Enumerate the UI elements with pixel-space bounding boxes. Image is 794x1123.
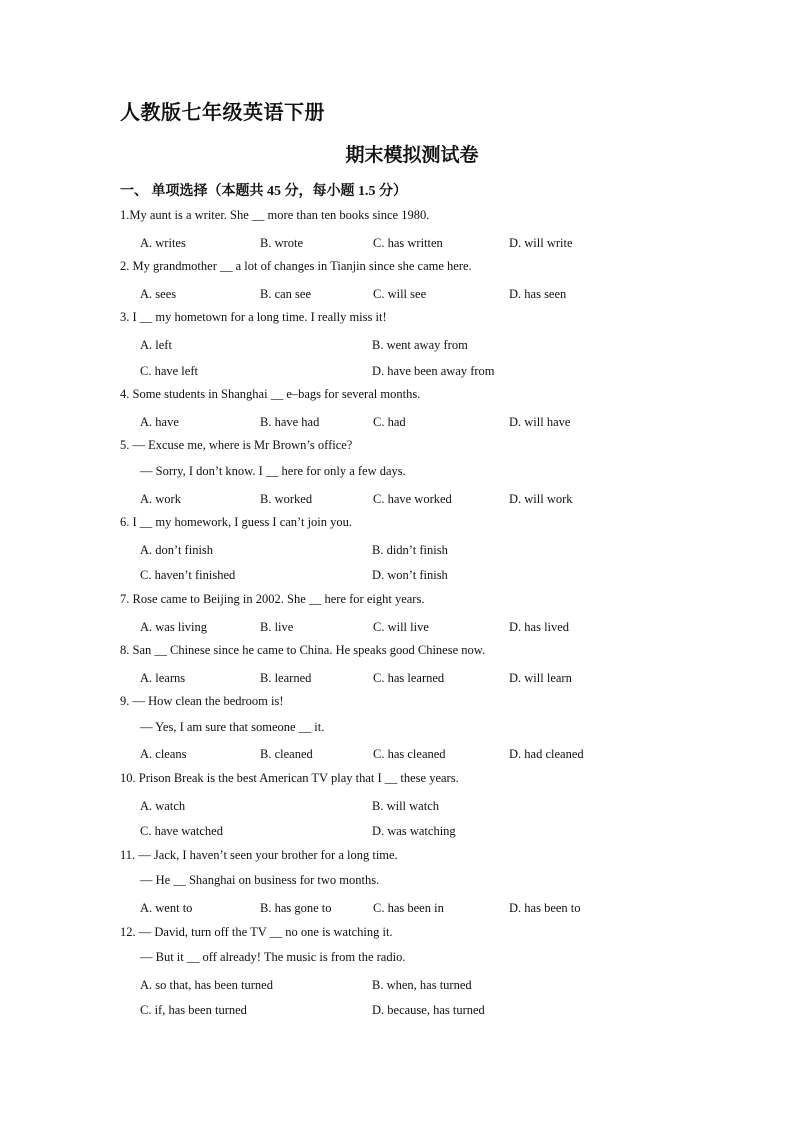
question-stem xyxy=(0,385,794,411)
answer-option: B. went away from xyxy=(372,337,468,352)
question-9 xyxy=(0,692,794,769)
question-stem xyxy=(0,436,794,462)
answer-option: A. have xyxy=(140,414,179,429)
answer-option: D. will learn xyxy=(509,670,572,685)
question-text: 2. My grandmother __ a lot of changes in Tianjin since she came here. xyxy=(120,259,472,274)
answer-option: C. has been in xyxy=(373,901,444,916)
answer-option: D. because, has turned xyxy=(372,1003,485,1018)
option-row xyxy=(0,360,794,386)
answer-option: B. wrote xyxy=(260,235,304,250)
question-dialogue-line xyxy=(0,948,794,974)
question-3 xyxy=(0,308,794,385)
option-row xyxy=(0,539,794,565)
answer-option: C. have left xyxy=(140,363,198,378)
option-row xyxy=(0,616,794,642)
question-text: 12. — David, turn off the TV __ no one is watching it. xyxy=(120,924,393,939)
answer-option: D. won’t finish xyxy=(372,568,448,583)
answer-option: A. learns xyxy=(140,670,186,685)
answer-option: A. went to xyxy=(140,901,193,916)
question-1 xyxy=(0,206,794,257)
answer-option: A. so that, has been turned xyxy=(140,977,273,992)
answer-option: B. worked xyxy=(260,491,313,506)
option-row xyxy=(0,667,794,693)
question-12 xyxy=(0,923,794,1025)
question-text: — Yes, I am sure that someone __ it. xyxy=(140,719,325,734)
question-6 xyxy=(0,513,794,590)
option-row xyxy=(0,411,794,437)
answer-option: A. writes xyxy=(140,235,186,250)
question-7 xyxy=(0,590,794,641)
question-text: 4. Some students in Shanghai __ e–bags for several months. xyxy=(120,387,421,402)
option-row xyxy=(0,999,794,1025)
question-stem xyxy=(0,308,794,334)
option-row xyxy=(0,334,794,360)
question-dialogue-line xyxy=(0,462,794,488)
question-text: 6. I __ my homework, I guess I can’t join you. xyxy=(120,515,353,530)
answer-option: B. can see xyxy=(260,286,312,301)
question-text: — He __ Shanghai on business for two months. xyxy=(140,873,380,888)
answer-option: D. has been to xyxy=(509,901,581,916)
answer-option: A. watch xyxy=(140,798,186,813)
answer-option: A. sees xyxy=(140,286,177,301)
question-stem xyxy=(0,641,794,667)
question-dialogue-line xyxy=(0,871,794,897)
answer-option: D. will have xyxy=(509,414,571,429)
answer-option: D. has seen xyxy=(509,286,567,301)
answer-option: B. learned xyxy=(260,670,312,685)
section-header: 一、 单项选择（本题共 45 分，每小题 1.5 分） xyxy=(120,184,407,199)
option-row xyxy=(0,743,794,769)
question-4 xyxy=(0,385,794,436)
option-row xyxy=(0,283,794,309)
answer-option: D. has lived xyxy=(509,619,570,634)
answer-option: D. will write xyxy=(509,235,573,250)
question-text: 8. San __ Chinese since he came to China. He speaks good Chinese now. xyxy=(120,643,486,658)
answer-option: B. didn’t finish xyxy=(372,542,448,557)
question-stem xyxy=(0,513,794,539)
question-dialogue-line xyxy=(0,718,794,744)
answer-option: C. has learned xyxy=(373,670,445,685)
question-8 xyxy=(0,641,794,692)
exam-title: 期末模拟测试卷 xyxy=(345,145,479,166)
answer-option: B. has gone to xyxy=(260,901,332,916)
question-text: 11. — Jack, I haven’t seen your brother for a long time. xyxy=(120,847,398,862)
question-stem xyxy=(0,206,794,232)
question-text: 9. — How clean the bedroom is! xyxy=(120,694,284,709)
answer-option: A. don’t finish xyxy=(140,542,214,557)
answer-option: C. has written xyxy=(373,235,443,250)
option-row xyxy=(0,795,794,821)
option-row xyxy=(0,974,794,1000)
option-row xyxy=(0,897,794,923)
option-row xyxy=(0,820,794,846)
question-stem xyxy=(0,846,794,872)
answer-option: D. had cleaned xyxy=(509,747,584,762)
answer-option: B. live xyxy=(260,619,294,634)
question-stem xyxy=(0,769,794,795)
option-row xyxy=(0,564,794,590)
answer-option: B. will watch xyxy=(372,798,440,813)
question-list xyxy=(0,206,794,1025)
question-text: 3. I __ my hometown for a long time. I really miss it! xyxy=(120,310,387,325)
option-row xyxy=(0,232,794,258)
answer-option: A. was living xyxy=(140,619,208,634)
question-5 xyxy=(0,436,794,513)
question-stem xyxy=(0,692,794,718)
question-2 xyxy=(0,257,794,308)
answer-option: C. will live xyxy=(373,619,429,634)
question-10 xyxy=(0,769,794,846)
answer-option: A. work xyxy=(140,491,181,506)
answer-option: B. when, has turned xyxy=(372,977,472,992)
question-text: 5. — Excuse me, where is Mr Brown’s office? xyxy=(120,438,353,453)
answer-option: D. have been away from xyxy=(372,363,495,378)
question-stem xyxy=(0,590,794,616)
answer-option: C. have worked xyxy=(373,491,452,506)
answer-option: A. left xyxy=(140,337,172,352)
question-text: 7. Rose came to Beijing in 2002. She __ here for eight years. xyxy=(120,591,425,606)
answer-option: C. had xyxy=(373,414,406,429)
question-stem xyxy=(0,257,794,283)
option-row xyxy=(0,488,794,514)
question-text: — But it __ off already! The music is from the radio. xyxy=(140,950,406,965)
answer-option: D. was watching xyxy=(372,824,456,839)
answer-option: B. cleaned xyxy=(260,747,313,762)
answer-option: B. have had xyxy=(260,414,320,429)
question-text: — Sorry, I don’t know. I __ here for only a few days. xyxy=(140,463,406,478)
question-11 xyxy=(0,846,794,923)
book-title: 人教版七年级英语下册 xyxy=(120,102,325,124)
answer-option: C. haven’t finished xyxy=(140,568,236,583)
answer-option: C. have watched xyxy=(140,824,223,839)
answer-option: C. has cleaned xyxy=(373,747,446,762)
answer-option: D. will work xyxy=(509,491,573,506)
answer-option: C. will see xyxy=(373,286,427,301)
question-text: 1.My aunt is a writer. She __ more than ten books since 1980. xyxy=(120,208,430,222)
question-stem xyxy=(0,923,794,949)
answer-option: A. cleans xyxy=(140,747,187,762)
question-text: 10. Prison Break is the best American TV play that I __ these years. xyxy=(120,771,459,786)
answer-option: C. if, has been turned xyxy=(140,1003,247,1018)
